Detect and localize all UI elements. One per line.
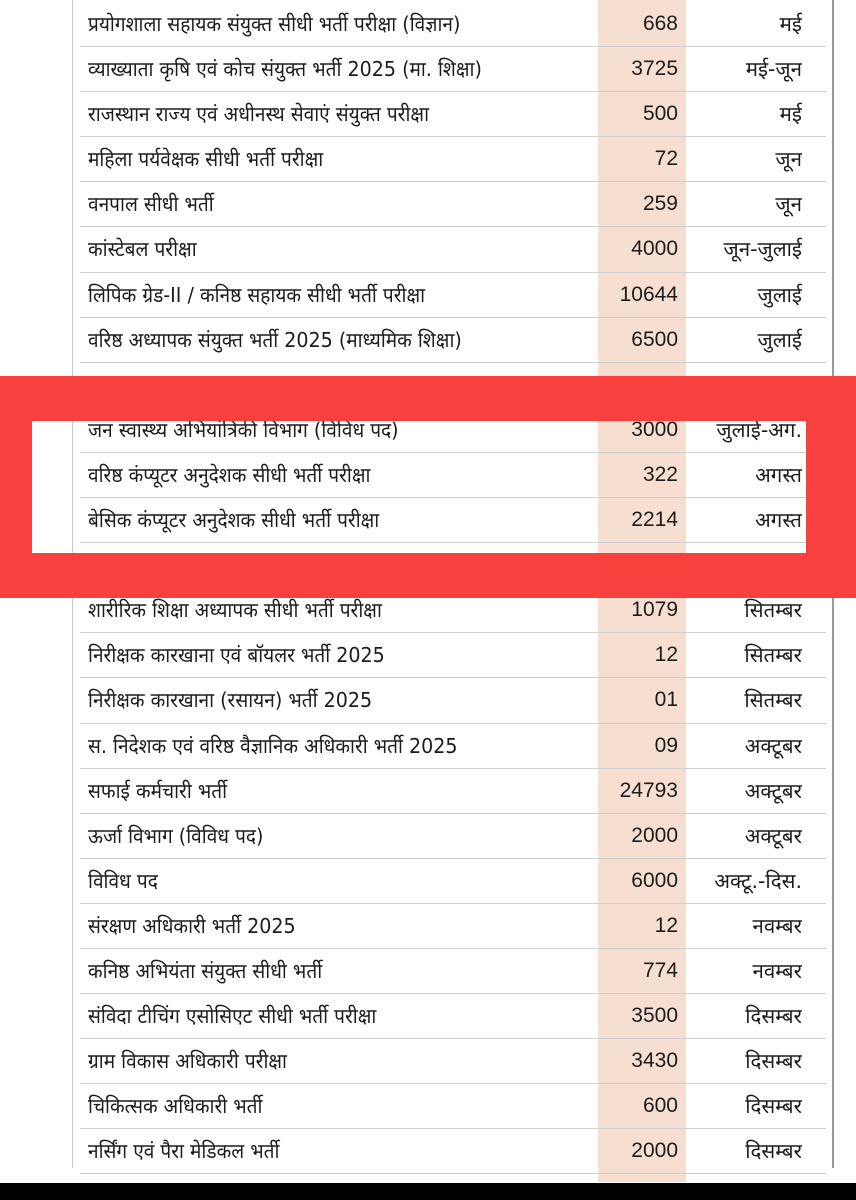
post-count-cell: 1079 — [631, 598, 678, 622]
exam-name-cell: लिपिक ग्रेड-II / कनिष्ठ सहायक सीधी भर्ती परीक्षा — [88, 282, 426, 307]
post-count-cell: 12 — [654, 913, 678, 937]
exam-month-cell: जुलाई — [757, 327, 802, 352]
exam-month-cell: अक्टूबर — [744, 823, 802, 848]
exam-month-cell: सितम्बर — [744, 598, 802, 623]
post-count-cell: 6500 — [631, 327, 678, 351]
post-count-cell: 2000 — [631, 823, 678, 847]
table-row — [80, 769, 826, 814]
exam-name-cell: वनपाल सीधी भर्ती — [88, 192, 214, 217]
exam-month-cell: सितम्बर — [744, 688, 802, 713]
exam-month-cell: दिसम्बर — [745, 1004, 802, 1029]
exam-month-cell: जून — [775, 192, 802, 217]
post-count-cell: 3430 — [631, 1049, 678, 1073]
table-row — [80, 724, 826, 769]
table-row — [80, 859, 826, 904]
red-highlight-frame-right-edge — [806, 376, 856, 598]
exam-month-cell: दिसम्बर — [745, 1049, 802, 1074]
exam-month-cell: अगस्त — [755, 462, 802, 487]
exam-name-cell: चिकित्सक अधिकारी भर्ती — [88, 1094, 263, 1119]
post-count-cell: 2000 — [631, 1139, 678, 1163]
exam-name-cell: व्याख्याता कृषि एवं कोच संयुक्त भर्ती 2025 (मा. शिक्षा) — [88, 57, 482, 82]
exam-month-cell: जुलाई — [757, 282, 802, 307]
exam-name-cell: नर्सिंग एवं पैरा मेडिकल भर्ती — [88, 1139, 280, 1164]
exam-name-cell: संविदा टीचिंग एसोसिएट सीधी भर्ती परीक्षा — [88, 1004, 377, 1029]
post-count-cell: 3500 — [631, 1004, 678, 1028]
post-count-cell: 24793 — [619, 778, 678, 802]
exam-month-cell: मई-जून — [745, 57, 802, 82]
exam-name-cell: संरक्षण अधिकारी भर्ती 2025 — [88, 913, 296, 938]
table-row — [80, 273, 826, 318]
exam-month-cell: दिसम्बर — [745, 1139, 802, 1164]
post-count-cell: 668 — [642, 12, 678, 35]
exam-name-cell: कनिष्ठ अभियंता संयुक्त सीधी भर्ती — [88, 958, 323, 983]
table-row — [80, 47, 826, 92]
post-count-cell: 322 — [642, 462, 678, 486]
table-row — [80, 92, 826, 137]
exam-name-cell: स. निदेशक एवं वरिष्ठ वैज्ञानिक अधिकारी भर्ती 2025 — [88, 733, 458, 758]
exam-month-cell: जून-जुलाई — [723, 237, 802, 262]
table-row — [80, 678, 826, 723]
table-row — [80, 1039, 826, 1084]
post-count-cell: 600 — [642, 1094, 678, 1118]
exam-month-cell: दिसम्बर — [745, 1094, 802, 1119]
table-row — [80, 1084, 826, 1129]
post-count-cell: 3725 — [631, 57, 678, 81]
table-row — [80, 2, 826, 47]
exam-name-cell: प्रयोगशाला सहायक संयुक्त सीधी भर्ती परीक्षा (विज्ञान) — [88, 12, 461, 36]
red-highlight-frame — [0, 376, 856, 598]
exam-month-cell: जुलाई-अग. — [716, 417, 802, 442]
exam-name-cell: राजस्थान राज्य एवं अधीनस्थ सेवाएं संयुक्त परीक्षा — [88, 102, 430, 127]
table-row — [80, 182, 826, 227]
post-count-cell: 774 — [642, 958, 678, 982]
exam-month-cell: नवम्बर — [752, 958, 802, 983]
exam-month-cell: मई — [779, 102, 802, 127]
exam-name-cell: महिला पर्यवेक्षक सीधी भर्ती परीक्षा — [88, 147, 324, 172]
post-count-cell: 10644 — [619, 282, 678, 306]
table-row — [80, 1129, 826, 1174]
exam-name-cell: बेसिक कंप्यूटर अनुदेशक सीधी भर्ती परीक्षा — [88, 508, 380, 533]
exam-month-cell: मई — [779, 12, 802, 36]
exam-month-cell: अक्टूबर — [744, 733, 802, 758]
table-row — [80, 814, 826, 859]
post-count-cell: 01 — [654, 688, 678, 712]
exam-name-cell: सफाई कर्मचारी भर्ती — [88, 778, 228, 803]
exam-name-cell: ऊर्जा विभाग (विविध पद) — [88, 823, 264, 848]
exam-name-cell: कांस्टेबल परीक्षा — [88, 237, 197, 262]
exam-month-cell: सितम्बर — [744, 643, 802, 668]
exam-month-cell: नवम्बर — [752, 913, 802, 938]
post-count-cell: 09 — [654, 733, 678, 757]
post-count-cell: 500 — [642, 102, 678, 126]
exam-name-cell: वरिष्ठ अध्यापक संयुक्त भर्ती 2025 (माध्यमिक शिक्षा) — [88, 327, 462, 352]
table-row — [80, 949, 826, 994]
exam-month-cell: अक्टू.-दिस. — [714, 868, 802, 893]
post-count-cell: 2214 — [631, 508, 678, 532]
exam-name-cell: ग्राम विकास अधिकारी परीक्षा — [88, 1049, 288, 1074]
table-row — [80, 633, 826, 678]
exam-name-cell: विविध पद — [88, 868, 158, 893]
exam-name-cell: निरीक्षक कारखाना एवं बॉयलर भर्ती 2025 — [88, 643, 385, 668]
table-row — [80, 137, 826, 182]
table-row — [80, 904, 826, 949]
post-count-cell: 12 — [654, 643, 678, 667]
table-row — [80, 318, 826, 363]
exam-month-cell: अगस्त — [755, 508, 802, 533]
post-count-cell: 259 — [642, 192, 678, 216]
exam-name-cell: वरिष्ठ कंप्यूटर अनुदेशक सीधी भर्ती परीक्षा — [88, 462, 371, 487]
table-row — [80, 227, 826, 272]
table-row — [80, 994, 826, 1039]
exam-month-cell: जून — [775, 147, 802, 172]
post-count-cell: 72 — [654, 147, 678, 171]
post-count-cell: 4000 — [631, 237, 678, 261]
bottom-black-bar — [0, 1183, 856, 1200]
post-count-cell: 6000 — [631, 868, 678, 892]
exam-name-cell: शारीरिक शिक्षा अध्यापक सीधी भर्ती परीक्षा — [88, 598, 382, 623]
exam-month-cell: अक्टूबर — [744, 778, 802, 803]
post-count-cell: 3000 — [631, 417, 678, 441]
exam-name-cell: निरीक्षक कारखाना (रसायन) भर्ती 2025 — [88, 688, 373, 713]
exam-name-cell: जन स्वास्थ्य अभियांत्रिकी विभाग (विविध पद) — [88, 417, 399, 442]
